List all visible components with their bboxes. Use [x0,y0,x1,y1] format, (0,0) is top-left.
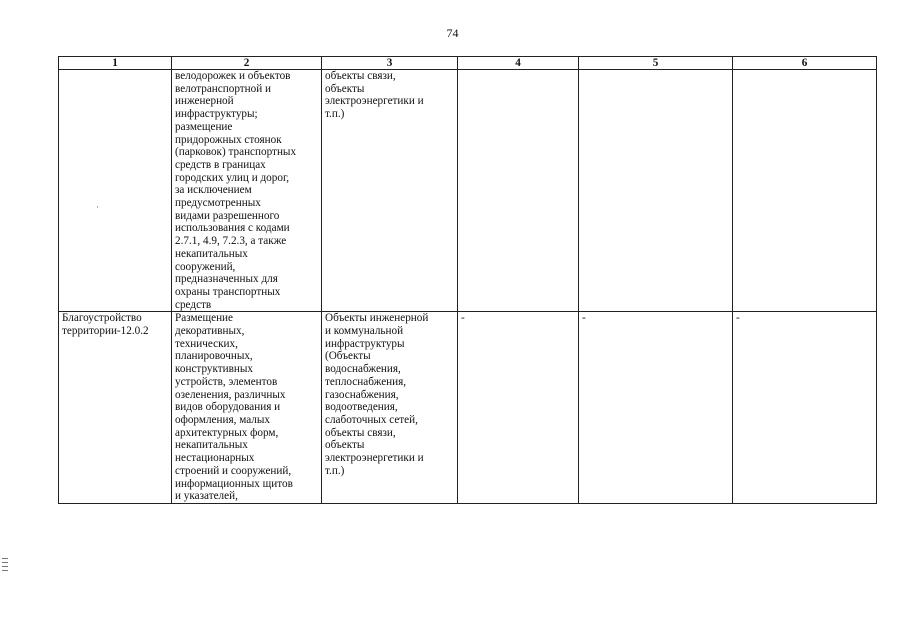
text-line: планировочных, [175,350,253,363]
text-line: видов оборудования и [175,401,281,414]
column-header-4: 4 [458,57,579,70]
text-line: объекты связи, [325,426,396,439]
column-header-2: 2 [172,57,322,70]
text-line: озеленения, различных [175,388,286,401]
text-line: инфраструктуры; [175,108,258,121]
text-line: 2.7.1, 4.9, 7.2.3, а также [175,235,287,248]
text-line: велодорожек и объектов [175,70,291,82]
text-line: территории-12.0.2 [62,325,149,338]
cell-permitted-use-name [59,70,172,312]
land-use-table [58,56,877,504]
text-line: использования с кодами [175,222,290,235]
text-line: и коммунальной [325,325,404,338]
column-header-3: 3 [322,57,458,70]
margin-scan-mark [2,558,8,574]
text-line: водоснабжения, [325,363,401,376]
text-line: видами разрешенного [175,209,280,222]
column-header-5: 5 [579,57,733,70]
text-line: слаботочных сетей, [325,413,418,426]
text-line: средств [175,298,212,311]
text-line: охраны транспортных [175,285,281,298]
text-line: электроэнергетики и [325,95,424,108]
cell-column-6: - [733,312,877,504]
text-line: придорожных стоянок [175,133,282,146]
text-line: предназначенных для [175,273,278,286]
column-header-6: 6 [733,57,877,70]
text-line: сооружений, [175,260,236,273]
cell-use-description [172,312,322,504]
text-line: и указателей, [175,490,238,503]
text-line: декоративных, [175,325,245,338]
text-line: средств в границах [175,158,266,171]
text-line: предусмотренных [175,197,261,210]
text-line: технических, [175,337,238,350]
cell-auxiliary-objects [322,312,458,504]
text-line: Размещение [175,312,234,325]
cell-column-5 [579,70,733,312]
text-line: оформления, малых [175,413,270,426]
text-line: некапитальных [175,247,248,260]
page-number: 74 [446,26,459,40]
text-line: инфраструктуры [325,337,405,350]
text-line: строений и сооружений, [175,464,292,477]
text-line: размещение [175,120,233,133]
cell-column-5: - [579,312,733,504]
cell-column-4 [458,70,579,312]
text-line: т.п.) [325,108,345,121]
text-line: архитектурных форм, [175,426,279,439]
text-line: конструктивных [175,363,254,376]
cell-column-4: - [458,312,579,504]
text-line: велотранспортной и [175,82,272,95]
text-line: (парковок) транспортных [175,146,297,159]
text-line: Объекты инженерной [325,312,429,325]
text-line: городских улиц и дорог, [175,171,290,184]
text-line: объекты [325,82,365,95]
text-line: Благоустройство [62,312,142,325]
text-line: за исключением [175,184,252,197]
text-line: некапитальных [175,439,248,452]
text-line: (Объекты [325,350,371,363]
table-row [59,70,877,312]
cell-auxiliary-objects [322,70,458,312]
text-line: устройств, элементов [175,375,278,388]
text-line: нестационарных [175,452,255,465]
text-line: газоснабжения, [325,388,399,401]
text-line: водоотведения, [325,401,398,414]
text-line: инженерной [175,95,234,108]
text-line: объекты связи, [325,70,396,82]
column-header-1: 1 [59,57,172,70]
text-line: теплоснабжения, [325,375,407,388]
table-row [59,312,877,504]
text-line: электроэнергетики и [325,452,424,465]
scan-speck: · [96,202,99,212]
text-line: объекты [325,439,365,452]
cell-column-6 [733,70,877,312]
text-line: информационных щитов [175,477,293,490]
text-line: т.п.) [325,464,345,477]
cell-permitted-use-name [59,312,172,504]
cell-use-description [172,70,322,312]
table-header-row [59,57,877,70]
